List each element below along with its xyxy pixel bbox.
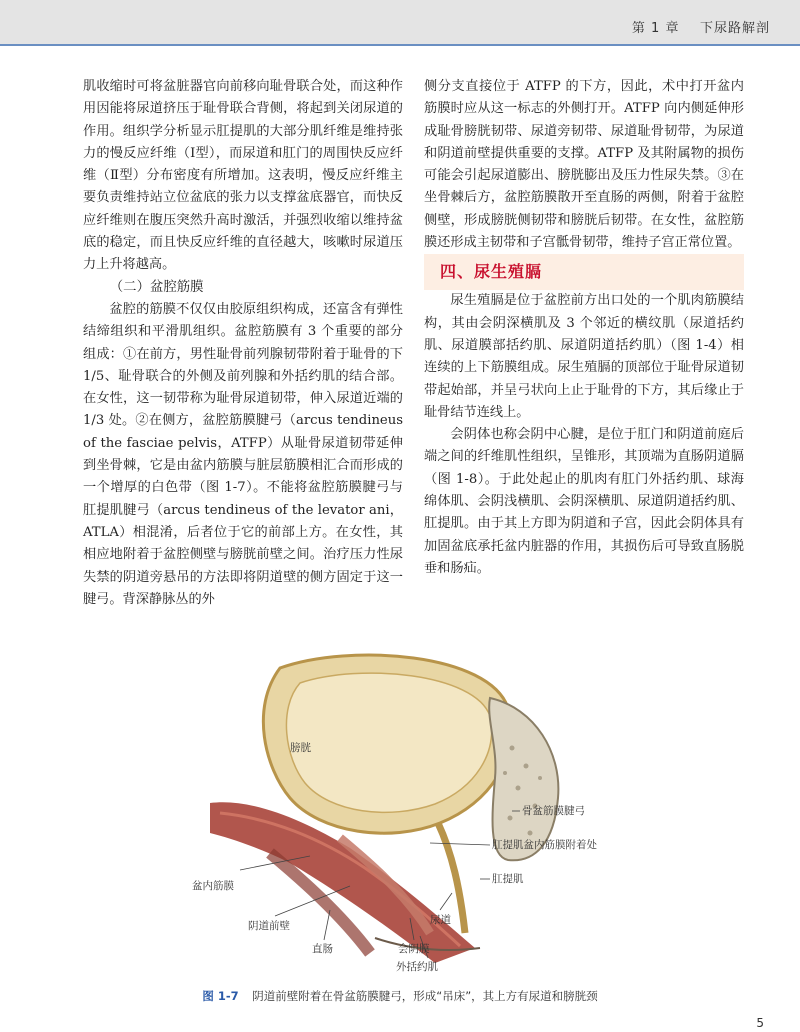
section-heading-urogenital-diaphragm: 四、尿生殖膈: [424, 254, 744, 290]
label-levator-attachment: 肛提肌盆内筋膜附着处: [492, 839, 597, 851]
figure-caption: [0, 988, 800, 1004]
left-paragraph-1: 肌收缩时可将盆脏器官向前移向耻骨联合处，而这种作用因能将尿道挤压于耻骨联合背侧，将起到关闭尿道的作用。组织学分析显示肛提肌的大部分肌纤维是维持张力的慢反应纤维（Ⅰ型），而尿道和肛门的周围快反应纤维（Ⅱ型）分布密度有所增加。这表明，慢反应纤维主要负责维持站立位盆底的张力以支撑盆底器官，而快反应纤维则在腹压突然升高时激活，并强烈收缩以维持盆底的稳定，而且快反应纤维的直径越大，咳嗽时尿道压力上升将越高。: [83, 79, 403, 273]
pubic-bone: [489, 698, 558, 860]
label-urethra: 尿道: [430, 914, 451, 926]
header-rule: [0, 44, 800, 46]
label-external-sphincter: 外括约肌: [396, 961, 438, 973]
label-atfp: 骨盆筋膜腱弓: [522, 805, 585, 817]
label-perineal-membrane: 会阴膜: [398, 943, 430, 955]
right-paragraph-2: 尿生殖膈是位于盆腔前方出口处的一个肌肉筋膜结构，其由会阴深横肌及 3 个邻近的横纹肌（尿道括约肌、尿道膜部括约肌、尿道阴道括约肌）（图 1-4）相连续的上下筋膜组成。尿生殖膈的顶部位于耻骨尿道韧带起始部，并呈弓状向上止于耻骨的下方，其后缘止于耻骨结节连线上。: [424, 293, 744, 420]
chapter-number: 第 1 章: [631, 21, 680, 36]
label-levator-ani: 肛提肌: [492, 873, 524, 885]
label-endopelvic-fascia: 盆内筋膜: [192, 880, 234, 892]
chapter-title: 下尿路解剖: [699, 21, 770, 36]
subheading-pelvic-fascia: （二）盆腔筋膜: [109, 279, 204, 295]
running-head: [632, 17, 770, 36]
label-bladder: 膀胱: [290, 742, 311, 754]
left-column: [83, 76, 403, 611]
label-rectum: 直肠: [312, 943, 333, 955]
right-column: [424, 76, 744, 580]
label-anterior-vaginal-wall: 阴道前壁: [248, 920, 290, 932]
figure-number: 图 1-7: [202, 989, 239, 1003]
right-paragraph-1: 侧分支直接位于 ATFP 的下方，因此，术中打开盆内筋膜时应从这一标志的外侧打开。ATFP 向内侧延伸形成耻骨膀胱韧带、尿道旁韧带、尿道耻骨韧带，为尿道和阴道前壁提供重要的支撑。ATFP 及其附属物的损伤可能会引起尿道膨出、膀胱膨出及压力性尿失禁。③在坐骨棘后方，盆腔筋膜散开至直肠的两侧，附着于盆腔侧壁，形成膀胱侧韧带和膀胱后韧带。在女性，盆腔筋膜还形成主韧带和子宫骶骨韧带，维持子宫正常位置。: [424, 79, 744, 251]
left-paragraph-2: 盆腔的筋膜不仅仅由胶原组织构成，还富含有弹性结缔组织和平滑肌组织。盆腔筋膜有 3 个重要的部分组成：①在前方，男性耻骨前列腺韧带附着于耻骨的下 1/5、耻骨联合的外侧及前列腺和外括约肌的结合部。在女性，这一韧带称为耻骨尿道韧带，伸入尿道近端的 1/3 处。②在侧方，盆腔筋膜腱弓（arcus tendineus of the fasciae pelvis，ATFP）从耻骨尿道韧带延伸到坐骨棘，它是由盆内筋膜与脏层筋膜相汇合而形成的一个增厚的白色带（图 1-7）。不能将盆腔筋膜腱弓与肛提肌腱弓（arcus tendineus of the levator ani，ATLA）相混淆，后者位于它的前部上方。在女性，其相应地附着于盆腔侧壁与膀胱前壁之间。治疗压力性尿失禁的阴道旁悬吊的方法即将阴道壁的侧方固定于这一腱弓。背深静脉丛的外: [83, 301, 403, 607]
caption-text: 阴道前壁附着在骨盆筋膜腱弓，形成“吊床”，其上方有尿道和膀胱颈: [252, 989, 598, 1003]
anatomical-figure: [190, 648, 610, 978]
page-number: 5: [756, 1016, 764, 1030]
right-paragraph-3: 会阴体也称会阴中心腱，是位于肛门和阴道前庭后端之间的纤维肌性组织，呈锥形，其顶端为直肠阴道膈（图 1-8）。于此处起止的肌肉有肛门外括约肌、球海绵体肌、会阴浅横肌、会阴深横肌、尿道阴道括约肌、肛提肌。由于其上方即为阴道和子宫，因此会阴体具有加固盆底承托盆内脏器的作用，其损伤后可导致直肠脱垂和肠疝。: [424, 427, 744, 576]
